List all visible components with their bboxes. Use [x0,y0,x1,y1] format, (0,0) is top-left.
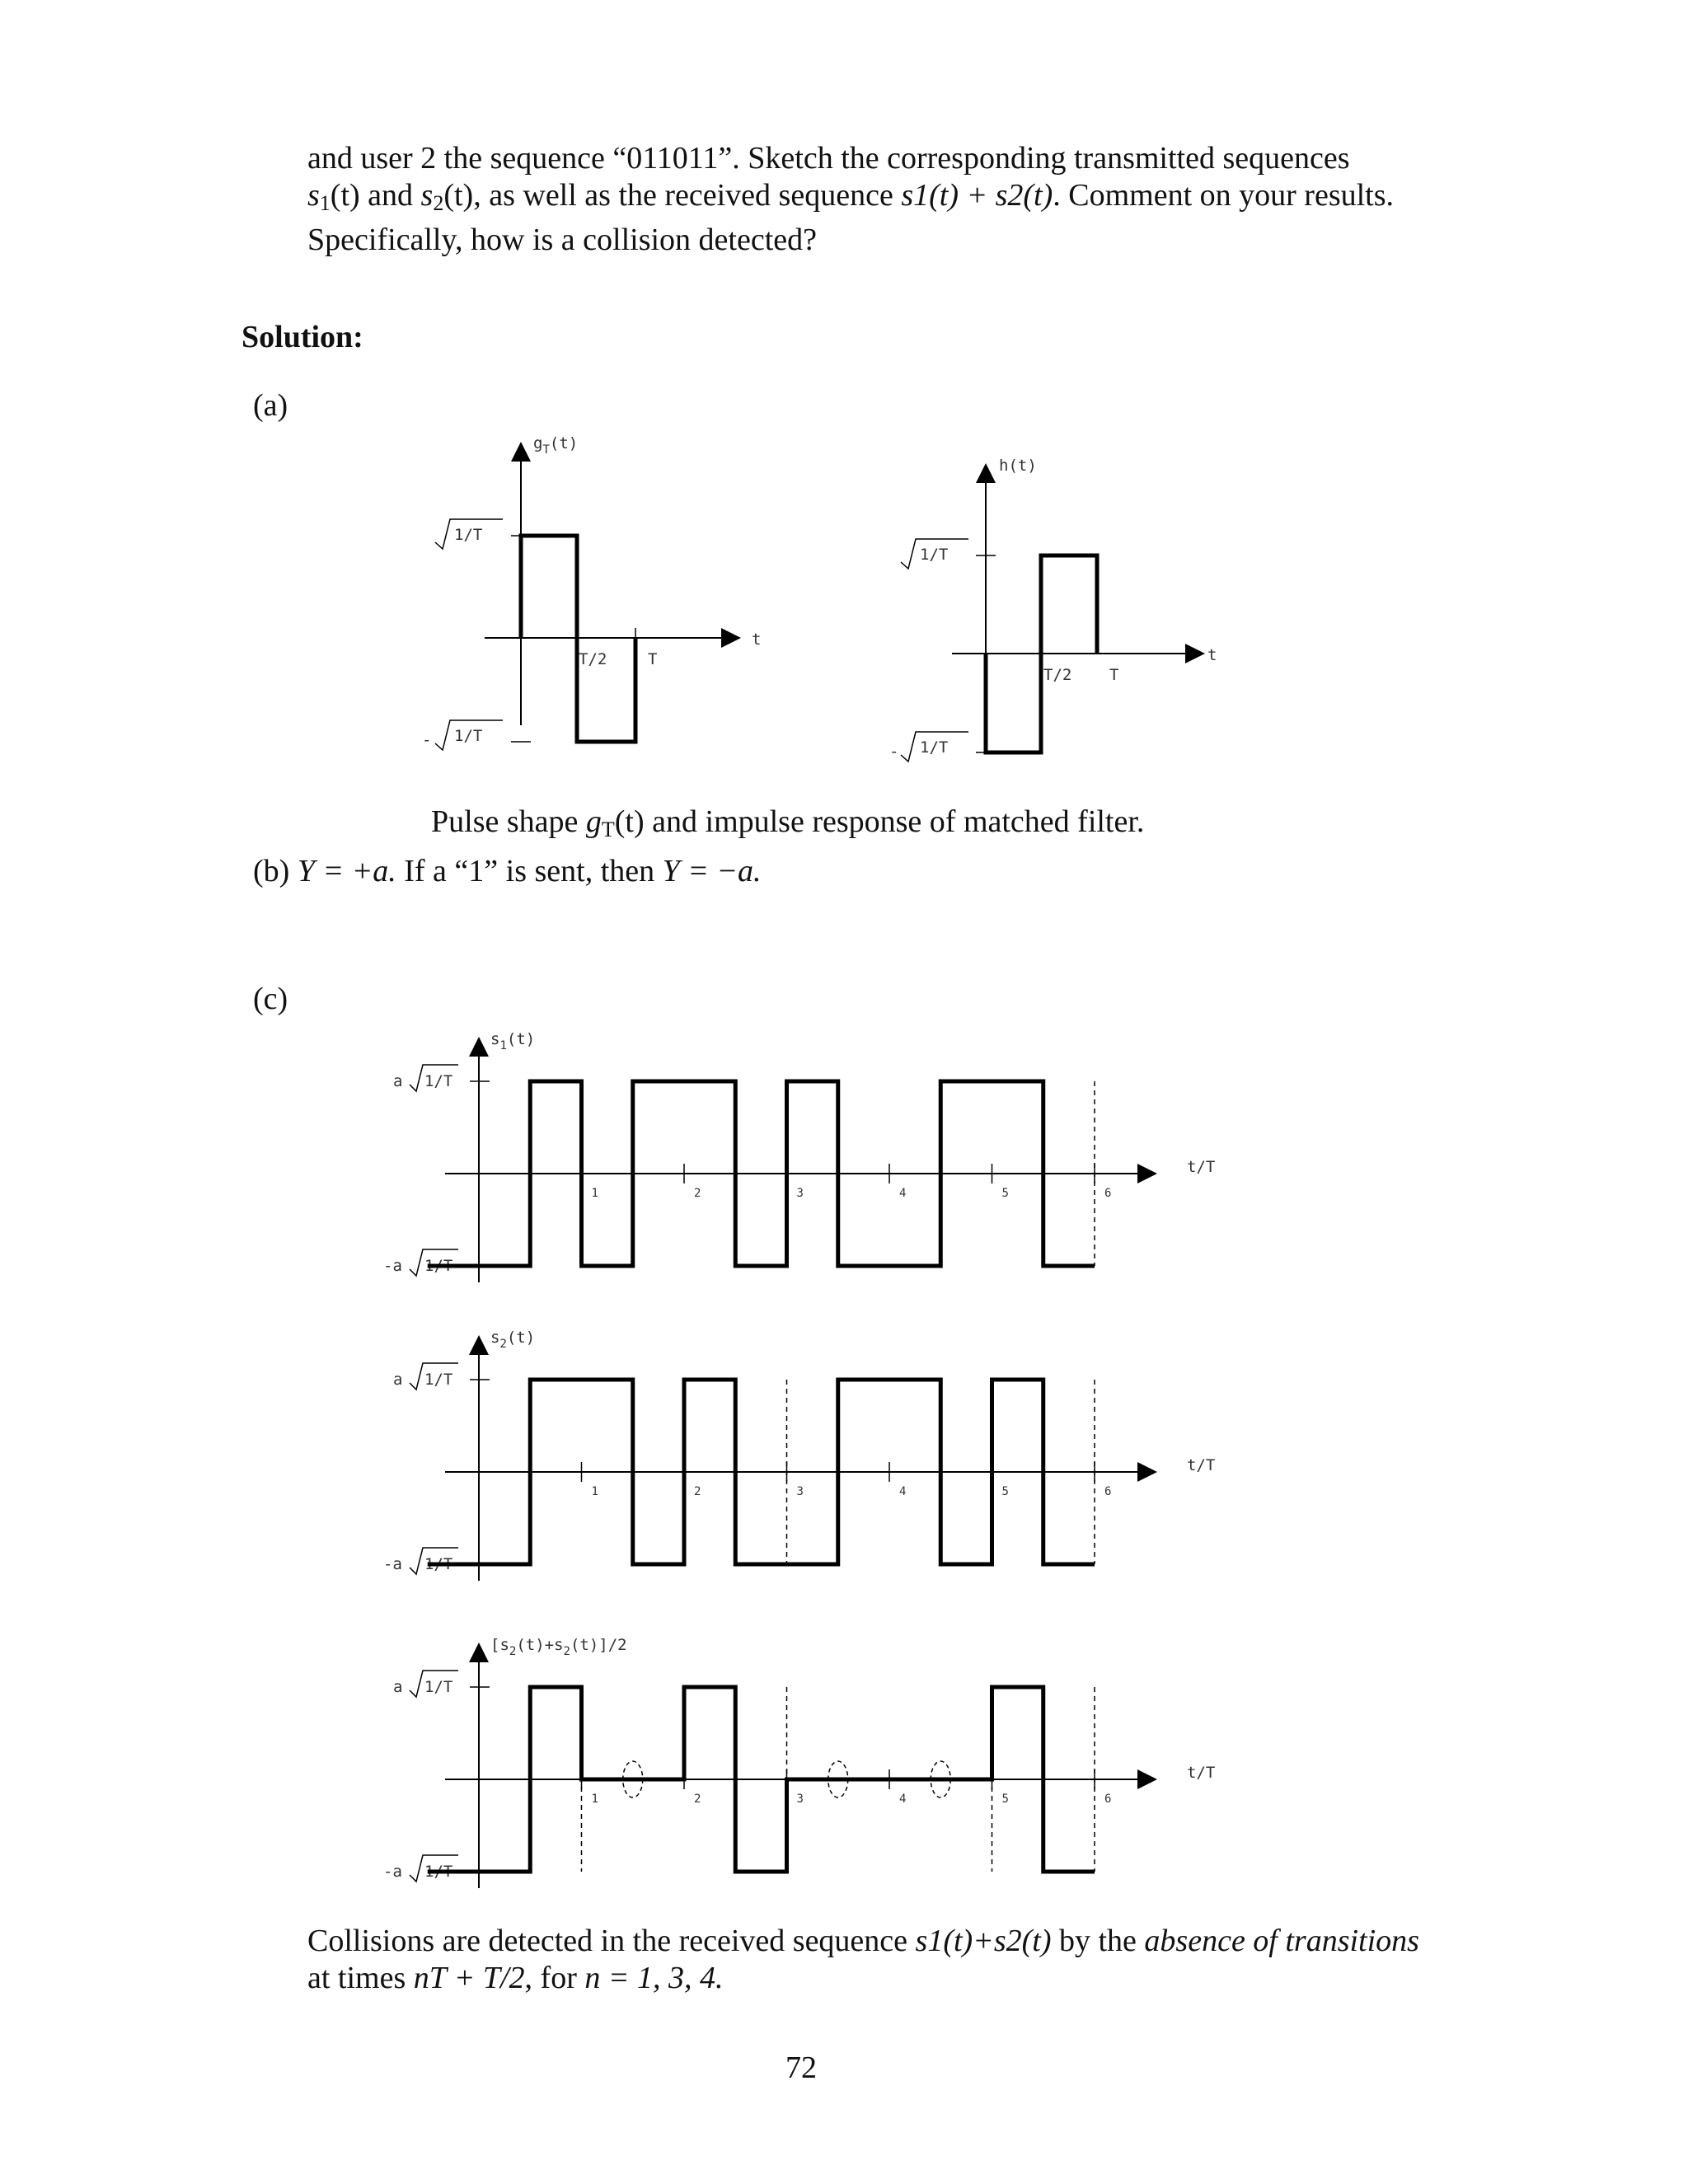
panel-1-ylabel: $s_1(t)$ [490,1030,536,1052]
problem-line-2: $s_1(t)$ and $s_2(t)$, as well as the received sequence s1(t) + s2(t). Comment on your results. [307,178,1395,215]
part-b: (b) Y = +a. If a “1” is sent, then Y = −a. [253,854,762,888]
conclusion: Collisions are detected in the received sequence s1(t)+s2(t) by the absence of transitions at times nT + T/2, for n = 1, 3, 4. [307,1924,1419,1995]
panel-2-tick-label-3: 3 [796,1485,804,1498]
page-number: 72 [785,2050,817,2085]
panel-1-tick-label-6: 6 [1104,1187,1112,1200]
gT-pos-level: 1/T [454,526,483,544]
panel-3-ylabel: $[s_2(t)+s_2(t)]/2$ [490,1636,627,1658]
gT-tick-half: T/2 [579,650,607,668]
waveform-panel-3 [383,1636,1215,1888]
panel-3-neg-a: -a [383,1863,402,1881]
panel-3-tick-label-4: 4 [899,1793,907,1806]
panel-1-tick-label-1: 1 [591,1187,598,1200]
solution-heading: Solution: [241,320,363,354]
panel-3-tick-label-5: 5 [1001,1793,1009,1806]
panel-2-pos-level: 1/T [424,1371,453,1389]
h-pos-level: 1/T [920,546,949,564]
h-tick-half: T/2 [1043,666,1072,684]
sum-expression: s1(t) + s2(t) [901,178,1053,213]
panel-1-tick-label-5: 5 [1001,1187,1009,1200]
panel-2-tick-label-6: 6 [1104,1485,1112,1498]
panel-1-tick-label-3: 3 [796,1187,804,1200]
h-tick-full: T [1109,666,1119,684]
h-neg-level: 1/T [920,738,949,757]
problem-line-3: Specifically, how is a collision detected? [307,223,818,257]
panel-1-pos-a: a [393,1072,403,1090]
panel-1-tick-label-2: 2 [694,1187,701,1200]
panel-3-xlabel: t/T [1187,1764,1216,1782]
panel-1-xlabel: t/T [1187,1158,1216,1176]
panel-3-tick-label-2: 2 [694,1793,701,1806]
part-a-label: (a) [253,388,288,423]
panel-2-xlabel: t/T [1187,1456,1216,1474]
panel-1-neg-level: 1/T [424,1257,453,1275]
panel-2-neg-a: -a [383,1555,402,1573]
panel-3-pos-a: a [393,1678,403,1696]
panel-2-pos-a: a [393,1371,403,1389]
h-neg-sign: - [889,743,899,761]
gT-xlabel: t [752,630,762,649]
panel-2-tick-label-1: 1 [591,1485,598,1498]
panel-1-neg-a: -a [383,1257,402,1275]
panel-3-tick-label-3: 3 [796,1793,804,1806]
panel-3-neg-level: 1/T [424,1863,453,1881]
gT-neg-sign: - [422,731,432,749]
gT-tick-full: T [648,650,658,668]
panel-2-ylabel: $s_2(t)$ [490,1329,536,1351]
panel-2-tick-label-5: 5 [1001,1485,1009,1498]
gT-ylabel: $g_T(t)$ [533,434,579,457]
panel-1-pos-level: 1/T [424,1072,453,1090]
problem-line-1: and user 2 the sequence “011011”. Sketch the corresponding transmitted sequences [307,141,1350,176]
gT-neg-level: 1/T [454,727,483,745]
part-c-label: (c) [253,982,288,1016]
panel-3-tick-label-1: 1 [591,1793,598,1806]
panel-2-tick-label-2: 2 [694,1485,701,1498]
panel-2-tick-label-4: 4 [899,1485,907,1498]
figure-a-caption: Pulse shape $g_T(t)$ and impulse response of matched filter. [431,804,1145,841]
h-ylabel: h(t) [999,457,1037,475]
panel-2-neg-level: 1/T [424,1555,453,1573]
panel-3-tick-label-6: 6 [1104,1793,1112,1806]
waveform-panel-1 [383,1030,1215,1282]
panel-3-pos-level: 1/T [424,1678,453,1696]
h-xlabel: t [1207,646,1217,664]
panel-1-tick-label-4: 4 [899,1187,907,1200]
waveform-panel-2 [383,1329,1215,1581]
